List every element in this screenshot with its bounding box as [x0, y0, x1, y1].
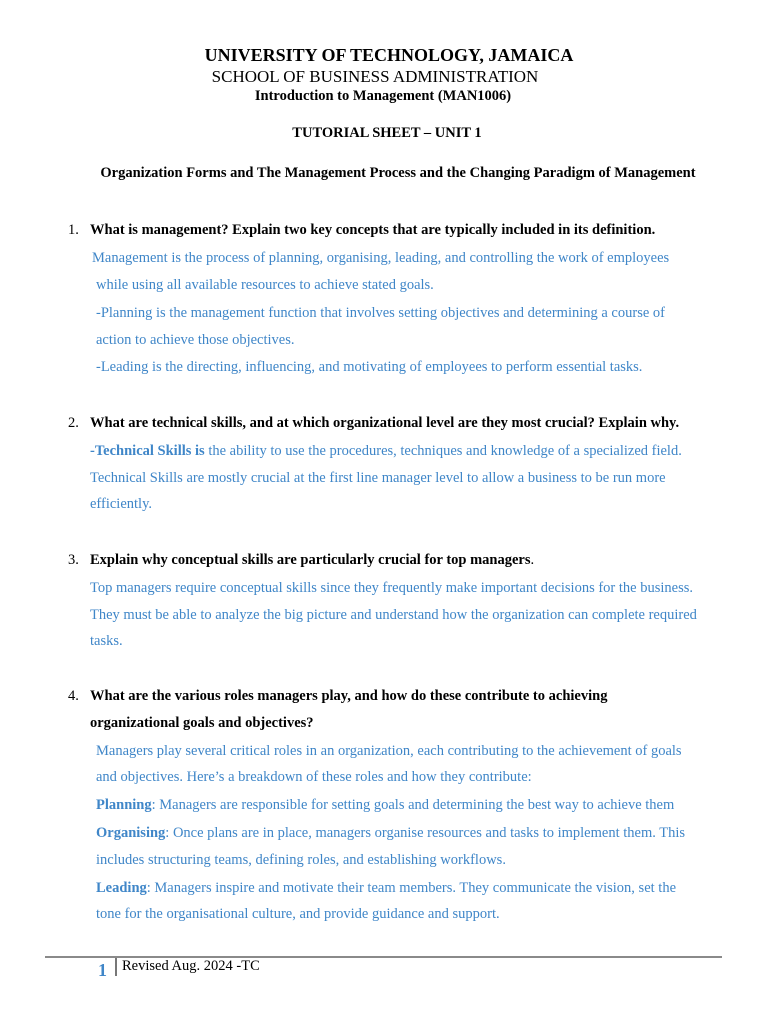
- university-title: UNIVERSITY OF TECHNOLOGY, JAMAICA: [204, 45, 574, 65]
- role-leading: [96, 880, 676, 897]
- question-3-text: [90, 552, 534, 569]
- role-planning-term: Planning: [96, 797, 152, 813]
- school-title: SCHOOL OF BUSINESS ADMINISTRATION: [211, 67, 539, 86]
- answer-4-line-1: Managers play several critical roles in an organization, each contributing to the achievement of goals: [96, 743, 682, 759]
- role-planning: [96, 797, 674, 814]
- answer-2-line-3: efficiently.: [90, 496, 153, 512]
- answer-1-line-2: while using all available resources to achieve stated goals.: [96, 277, 434, 293]
- answer-3-line-2: They must be able to analyze the big picture and understand how the organization can complete required: [90, 607, 697, 623]
- answer-1-line-5: -Leading is the directing, influencing, and motivating of employees to perform essential tasks.: [96, 359, 643, 375]
- page-number: 1: [98, 960, 107, 980]
- role-leading-desc: : Managers inspire and motivate their team members. They communicate the vision, set the: [146, 880, 677, 896]
- course-title: Introduction to Management (MAN1006): [254, 88, 512, 104]
- answer-1-line-3: -Planning is the management function that involves setting objectives and determining a course of: [96, 305, 665, 321]
- question-4-number: 4.: [68, 688, 79, 704]
- tutorial-sheet-title: TUTORIAL SHEET – UNIT 1: [292, 125, 482, 141]
- role-leading-desc-line-2: tone for the organisational culture, and provide guidance and support.: [96, 906, 500, 922]
- technical-skills-term: -Technical Skills is: [90, 443, 205, 459]
- question-1-text: What is management? Explain two key concepts that are typically included in its definition.: [90, 222, 656, 238]
- question-3-bold: Explain why conceptual skills are particularly crucial for top managers: [90, 552, 531, 568]
- question-3-period: .: [530, 552, 535, 568]
- role-organising-desc-line-2: includes structuring teams, defining roles, and establishing workflows.: [96, 852, 506, 868]
- answer-1-line-1: Management is the process of planning, organising, leading, and controlling the work of employees: [92, 250, 670, 266]
- role-planning-desc: : Managers are responsible for setting goals and determining the best way to achieve them: [151, 797, 675, 813]
- question-2-number: 2.: [68, 415, 79, 431]
- answer-4-line-2: and objectives. Here’s a breakdown of these roles and how they contribute:: [96, 769, 532, 785]
- answer-2-line-2: Technical Skills are mostly crucial at the first line manager level to allow a business to be run more: [90, 470, 666, 486]
- document-subtitle: Organization Forms and The Management Process and the Changing Paradigm of Management: [100, 165, 696, 181]
- footer-separator: [115, 958, 117, 976]
- role-organising: [96, 825, 685, 842]
- question-4-text-line-1: What are the various roles managers play, and how do these contribute to achieving: [90, 688, 608, 704]
- answer-2-line-1: [90, 443, 682, 460]
- question-2-text: What are technical skills, and at which organizational level are they most crucial? Explain why.: [90, 415, 680, 431]
- role-organising-term: Organising: [96, 825, 166, 841]
- technical-skills-definition: the ability to use the procedures, techniques and knowledge of a specialized field.: [204, 443, 682, 459]
- revision-note: Revised Aug. 2024 -TC: [122, 958, 260, 974]
- role-leading-term: Leading: [96, 880, 147, 896]
- question-1-number: 1.: [68, 222, 79, 238]
- question-4-text-line-2: organizational goals and objectives?: [90, 715, 314, 731]
- answer-3-line-1: Top managers require conceptual skills since they frequently make important decisions for the business.: [90, 580, 693, 596]
- question-3-number: 3.: [68, 552, 79, 568]
- answer-1-line-4: action to achieve those objectives.: [96, 332, 295, 348]
- answer-3-line-3: tasks.: [90, 633, 123, 649]
- role-organising-desc: : Once plans are in place, managers organise resources and tasks to implement them. This: [165, 825, 685, 841]
